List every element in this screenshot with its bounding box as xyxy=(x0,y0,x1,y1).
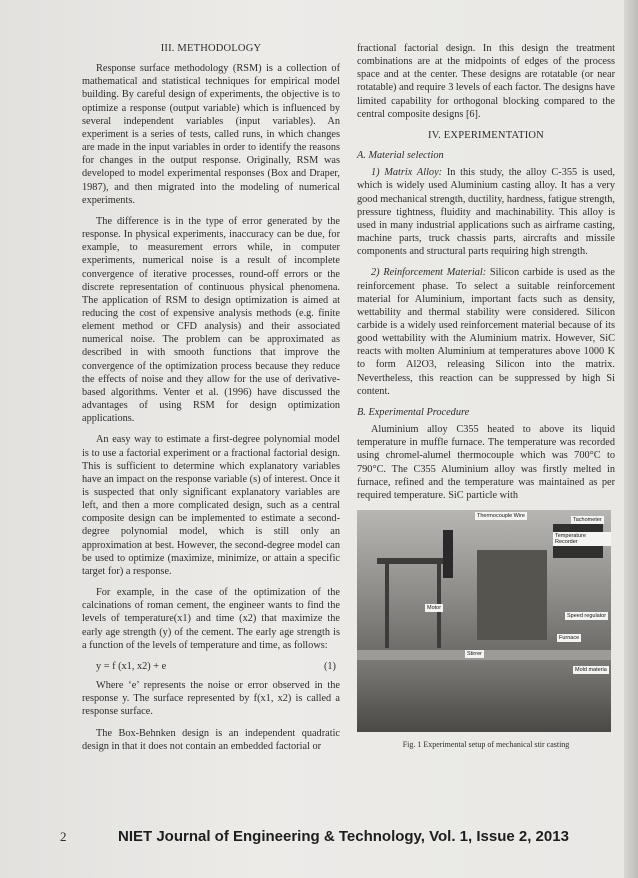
right-intro-paragraph: fractional factorial design. In this design the treatment combinations are at the midpoints of edges of the process space and at the center. These designs are rotatable (or near rotatable) and require 3 levels of each factor. The designs have limited capability for orthogonal blocking compared to the central composite designs [6]. xyxy=(357,43,615,120)
matrix-alloy-text: In this study, the alloy C-355 is used, which is widely used Aluminium casting alloy. It has a very good mechanical strength, ductility, hardness, fatigue strength, pressure tightness, fluidity and machinability. This alloy is used in many industrial applications such as airframe casting, machine parts, truck chassis parts, aircrafts and missile components and structural parts requiring high strength. xyxy=(357,167,615,258)
matrix-alloy-paragraph xyxy=(357,166,615,258)
methodology-paragraph-4: For example, in the case of the optimization of the calcinations of roman cement, the engineer wants to find the levels of temperature(x1) and time (x2) that maximize the early age strength (y) of the cement. The early age strength is a function of the levels of temperature and time, as follows: xyxy=(82,587,340,651)
right-column xyxy=(357,42,615,751)
methodology-paragraph-1: Response surface methodology (RSM) is a collection of mathematical and statistical techniques for empirical model building. By careful design of experiments, the objective is to optimize a response (output variable) which is influenced by several independent variables (input variables). An experiment is a series of tests, called runs, in which changes are made in the input variables in order to identify the reasons for changes in the output response. Originally, RSM was developed to model experimental responses (Box and Draper, 1987), and then migrated into the modeling of numerical experiments. xyxy=(82,63,340,206)
matrix-alloy-label: 1) Matrix Alloy: xyxy=(371,167,443,179)
reinforcement-paragraph xyxy=(357,266,615,398)
label-recorder: Temperature Recorder xyxy=(553,532,611,546)
page-footer xyxy=(60,828,600,848)
label-thermocouple: Thermocouple Wire xyxy=(477,513,525,519)
rig-leg-left xyxy=(385,564,389,648)
reinforcement-text: Silicon carbide is used as the reinforcement phase. To select a suitable reinforcement material for Aluminium, important facts such as density, wettability and thermal stability were considered. Silicon carbide is a widely used reinforcement material because of its good wettability with the Aluminium matrix. However, SiC reacts with molten Aluminium at temperatures above 1000 K to form Al2O3, releasing Silicon into the matrix. Nevertheless, this reaction can be suppressed by high Si content. xyxy=(357,267,615,397)
motor-shape xyxy=(443,530,453,578)
page-number: 2 xyxy=(60,829,67,844)
stir-casting-setup-photo xyxy=(357,510,611,732)
equation-number: (1) xyxy=(323,660,336,672)
page-edge-shadow xyxy=(624,0,638,878)
left-column xyxy=(82,42,340,761)
figure-caption: Fig. 1 Experimental setup of mechanical stir casting xyxy=(402,740,570,749)
label-tachometer: Tachometer xyxy=(573,517,602,523)
procedure-heading: B. Experimental Procedure xyxy=(357,406,470,418)
methodology-paragraph-3: An easy way to estimate a first-degree polynomial model is to use a factorial experiment or a fractional factorial design. This is sufficient to determine which explanatory variables have an impact on the response variable (s) of interest. Once it is suspected that only significant explanatory variables are left, and then a more complicated design, such as a central composite design can be implemented to estimate a second-degree polynomial model, which is still only an approximation at best. However, the second-degree model can be used to optimize (maximize, minimize, or attain a specific target for) a response. xyxy=(82,434,340,577)
label-speed-regulator: Speed regulator xyxy=(567,613,607,619)
material-selection-heading: A. Material selection xyxy=(357,150,444,162)
experimentation-heading: IV. EXPERIMENTATION xyxy=(428,129,544,141)
furnace-shape xyxy=(477,550,547,640)
methodology-paragraph-2: The difference is in the type of error generated by the response. In physical experiments, inaccuracy can be due, for example, to measurement errors while, in computer experiments, numerical noise is a result of incomplete convergence of iterative processes, round-off errors or the discrete representation of continuous physical phenomena. The application of RSM to design optimization is aimed at reducing the cost of expensive analysis methods (e.g. finite element method or CFD analysis) and their associated numerical noise. The problem can be approximated as described in with smooth functions that improve the convergence of the optimization process because they reduce the effects of noise and they allow for the use of derivative-based algorithms. Venter et al. (1996) have discussed the advantages of using RSM for design optimization applications. xyxy=(82,215,340,425)
label-furnace: Furnace xyxy=(559,635,580,641)
label-motor: Motor xyxy=(427,605,442,611)
label-stirrer: Stirrer xyxy=(467,651,482,657)
reinforcement-label: 2) Reinforcement Material: xyxy=(371,267,487,279)
methodology-paragraph-6: The Box-Behnken design is an independent quadratic design in that it does not contain an embedded factorial or xyxy=(82,727,340,752)
methodology-heading: III. METHODOLOGY xyxy=(160,43,262,54)
equation-1 xyxy=(82,660,340,673)
procedure-paragraph: Aluminium alloy C355 heated to above its liquid temperature in muffle furnace. The temperature was recorded using chromel-alumel thermocouple which was 700°C to 790°C. The C355 Aluminium alloy was firstly melted in furnace, refined and the temperature was maintained as per required temperature. SiC particle with xyxy=(357,424,615,501)
journal-citation: NIET Journal of Engineering & Technology, Vol. 1, Issue 2, 2013 xyxy=(118,828,569,845)
methodology-paragraph-5: Where ‘e’ represents the noise or error observed in the response y. The surface represented by f(x1, x2) is called a response surface. xyxy=(82,680,340,718)
label-mold: Mold materia xyxy=(575,667,607,673)
equation-text: y = f (x1, x2) + e xyxy=(96,660,167,672)
